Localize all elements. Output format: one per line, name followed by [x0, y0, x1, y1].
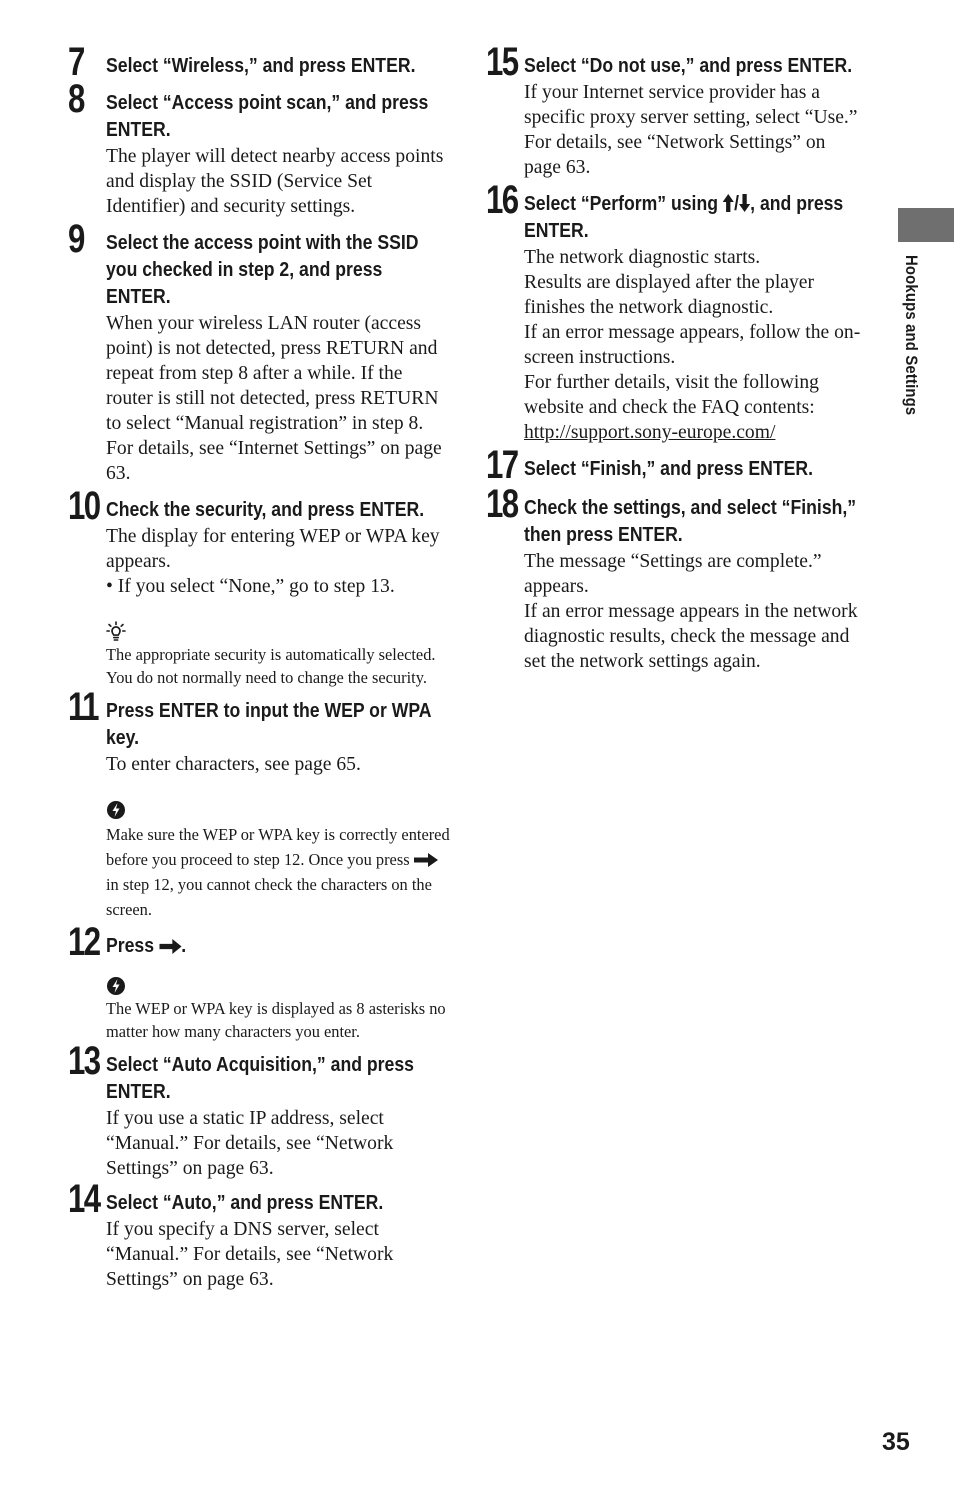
- step-heading: Select “Auto Acquisition,” and press ENTER.: [106, 1053, 414, 1103]
- caution-text-part: Make sure the WEP or WPA key is correctly entered before you proceed to step 12. Once you press: [106, 825, 450, 869]
- step-heading: Check the security, and press ENTER.: [106, 498, 425, 521]
- step-body-text: The player will detect nearby access points and display the SSID (Service Set Identifier) and security settings.: [106, 146, 444, 217]
- step-heading: [106, 932, 451, 959]
- step-body-text: When your wireless LAN router (access point) is not detected, press RETURN and repeat from step 8 after a while. If the router is still not detected, press RETURN to select “Manual registration” in step 8. For details, see “Internet Settings” on page 63.: [106, 313, 442, 484]
- step-number: 13: [68, 1039, 100, 1083]
- step-10: [68, 484, 452, 689]
- step-7: [68, 40, 452, 84]
- step-number: 14: [68, 1177, 100, 1221]
- step-heading: Select “Finish,” and press ENTER.: [524, 457, 814, 480]
- heading-text: , and press ENTER.: [524, 192, 844, 242]
- step-body-text: To enter characters, see page 65.: [106, 754, 361, 775]
- lightbulb-hint-icon: [106, 621, 126, 643]
- down-arrow-icon: [739, 194, 750, 212]
- section-tab-marker: [898, 208, 954, 242]
- step-body-text: If you use a static IP address, select “Manual.” For details, see “Network Settings” on page 63.: [106, 1108, 394, 1179]
- heading-text: Press: [106, 934, 155, 957]
- hint-text: The appropriate security is automatically selected. You do not normally need to change the security.: [106, 645, 436, 687]
- step-body-text: If your Internet service provider has a specific proxy server setting, select “Use.” For details, see “Network Settings” on page 63.: [524, 82, 858, 178]
- step-number: 9: [68, 217, 84, 261]
- step-12: [68, 920, 452, 1043]
- caution-note-icon: [106, 975, 126, 997]
- step-body-text: The display for entering WEP or WPA key appears.: [106, 526, 440, 572]
- step-body-text: The message “Settings are complete.” appears.: [524, 551, 822, 597]
- right-column: [486, 40, 862, 680]
- step-8: [68, 77, 452, 219]
- step-heading: Select “Access point scan,” and press ENTER.: [106, 91, 429, 141]
- caution-text: [106, 822, 452, 922]
- section-label: Hookups and Settings: [902, 255, 920, 416]
- step-17: [486, 443, 862, 487]
- step-16: [486, 178, 862, 445]
- heading-text: Select “Perform” using: [524, 192, 718, 215]
- step-15: [486, 40, 862, 180]
- step-heading: Select the access point with the SSID you checked in step 2, and press ENTER.: [106, 231, 419, 308]
- step-number: 16: [486, 178, 518, 222]
- page-number: 35: [882, 1428, 910, 1456]
- step-body-text: If an error message appears in the network diagnostic results, check the message and set the network settings again.: [524, 601, 858, 672]
- step-number: 8: [68, 77, 84, 121]
- step-heading: Select “Do not use,” and press ENTER.: [524, 54, 853, 77]
- step-body-text: If an error message appears, follow the on-screen instructions.: [524, 322, 861, 368]
- step-number: 17: [486, 443, 518, 487]
- right-arrow-icon: [414, 853, 438, 867]
- step-number: 15: [486, 40, 518, 84]
- hint-block: [106, 621, 452, 689]
- right-arrow-icon: [159, 939, 181, 954]
- step-heading: Select “Auto,” and press ENTER.: [106, 1191, 384, 1214]
- step-body-text: The network diagnostic starts.: [524, 247, 761, 268]
- step-number: 12: [68, 920, 100, 964]
- support-link[interactable]: http://support.sony-europe.com/: [524, 422, 776, 443]
- step-number: 18: [486, 482, 518, 526]
- step-11: [68, 685, 452, 922]
- step-heading: Select “Wireless,” and press ENTER.: [106, 54, 416, 77]
- step-heading: Press ENTER to input the WEP or WPA key.: [106, 699, 431, 749]
- step-heading: Check the settings, and select “Finish,” then press ENTER.: [524, 496, 857, 546]
- step-number: 10: [68, 484, 100, 528]
- step-number: 11: [68, 685, 98, 729]
- heading-text: /: [734, 192, 739, 215]
- caution-block: [106, 975, 452, 1043]
- caution-text: The WEP or WPA key is displayed as 8 asterisks no matter how many characters you enter.: [106, 999, 446, 1041]
- caution-note-icon: [106, 799, 126, 821]
- left-column: [68, 40, 452, 1298]
- heading-text: .: [181, 934, 187, 957]
- step-14: [68, 1177, 452, 1292]
- step-9: [68, 217, 452, 486]
- step-body-text: If you specify a DNS server, select “Manual.” For details, see “Network Settings” on page 63.: [106, 1219, 394, 1290]
- step-18: [486, 482, 862, 674]
- step-body-text: Results are displayed after the player finishes the network diagnostic.: [524, 272, 814, 318]
- step-13: [68, 1039, 452, 1181]
- step-body-text: For further details, visit the following website and check the FAQ contents:: [524, 372, 819, 418]
- step-heading: [524, 190, 861, 244]
- caution-block: [106, 799, 452, 922]
- caution-text-part: in step 12, you cannot check the characters on the screen.: [106, 875, 432, 919]
- bullet-item: • If you select “None,” go to step 13.: [106, 576, 395, 597]
- up-arrow-icon: [723, 194, 734, 212]
- step-number: 7: [68, 40, 84, 84]
